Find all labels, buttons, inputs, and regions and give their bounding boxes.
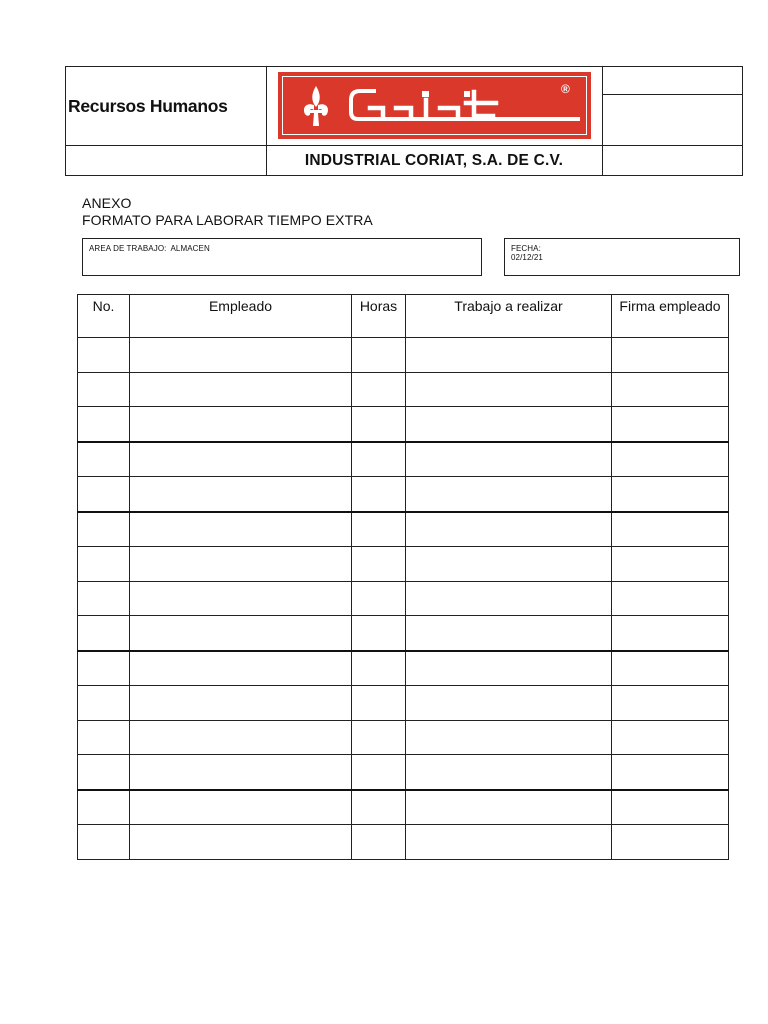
cell-number[interactable]	[78, 442, 130, 477]
cell-hours[interactable]	[352, 720, 406, 755]
annex-label: ANEXO	[82, 195, 132, 211]
cell-hours[interactable]	[352, 372, 406, 407]
cell-employee[interactable]	[130, 755, 352, 790]
form-header	[65, 66, 743, 176]
table-row	[78, 686, 729, 721]
cell-hours[interactable]	[352, 790, 406, 825]
cell-employee[interactable]	[130, 372, 352, 407]
cell-employee[interactable]	[130, 616, 352, 651]
cell-hours[interactable]	[352, 547, 406, 582]
department-title: Recursos Humanos	[68, 95, 228, 116]
cell-number[interactable]	[78, 581, 130, 616]
work-area-label: AREA DE TRABAJO:	[89, 244, 167, 253]
cell-signature[interactable]	[612, 372, 729, 407]
table-row	[78, 477, 729, 512]
cell-signature[interactable]	[612, 651, 729, 686]
table-row	[78, 547, 729, 582]
cell-signature[interactable]	[612, 407, 729, 442]
work-area-value: ALMACEN	[170, 244, 210, 253]
cell-signature[interactable]	[612, 477, 729, 512]
table-row	[78, 512, 729, 547]
cell-hours[interactable]	[352, 755, 406, 790]
date-label: FECHA:	[511, 244, 541, 253]
cell-employee[interactable]	[130, 651, 352, 686]
cell-employee[interactable]	[130, 338, 352, 373]
table-row	[78, 372, 729, 407]
cell-hours[interactable]	[352, 616, 406, 651]
cell-signature[interactable]	[612, 825, 729, 860]
cell-number[interactable]	[78, 407, 130, 442]
cell-employee[interactable]	[130, 686, 352, 721]
cell-work[interactable]	[406, 477, 612, 512]
company-name: INDUSTRIAL CORIAT, S.A. DE C.V.	[304, 151, 564, 169]
cell-employee[interactable]	[130, 790, 352, 825]
cell-signature[interactable]	[612, 338, 729, 373]
cell-work[interactable]	[406, 825, 612, 860]
col-header-number: No.	[78, 295, 130, 338]
cell-signature[interactable]	[612, 720, 729, 755]
cell-signature[interactable]	[612, 790, 729, 825]
date-value: 02/12/21	[511, 253, 543, 262]
cell-number[interactable]	[78, 477, 130, 512]
fleur-de-lis-icon	[278, 72, 591, 139]
work-area-field	[82, 238, 482, 276]
cell-signature[interactable]	[612, 616, 729, 651]
cell-signature[interactable]	[612, 755, 729, 790]
table-row	[78, 581, 729, 616]
cell-hours[interactable]	[352, 825, 406, 860]
cell-hours[interactable]	[352, 338, 406, 373]
form-intro	[82, 195, 373, 229]
table-row	[78, 755, 729, 790]
cell-work[interactable]	[406, 581, 612, 616]
col-header-employee: Empleado	[130, 295, 352, 338]
table-row	[78, 338, 729, 373]
cell-number[interactable]	[78, 547, 130, 582]
table-row	[78, 442, 729, 477]
cell-employee[interactable]	[130, 407, 352, 442]
registered-mark: ®	[561, 82, 570, 96]
cell-employee[interactable]	[130, 442, 352, 477]
cell-employee[interactable]	[130, 512, 352, 547]
cell-work[interactable]	[406, 512, 612, 547]
table-header-row	[78, 295, 729, 338]
col-header-signature: Firma empleado	[612, 295, 729, 338]
cell-employee[interactable]	[130, 581, 352, 616]
cell-hours[interactable]	[352, 651, 406, 686]
form-title: FORMATO PARA LABORAR TIEMPO EXTRA	[82, 212, 373, 228]
cell-number[interactable]	[78, 372, 130, 407]
cell-signature[interactable]	[612, 686, 729, 721]
cell-work[interactable]	[406, 407, 612, 442]
table-row	[78, 790, 729, 825]
table-row	[78, 616, 729, 651]
table-row	[78, 825, 729, 860]
cell-hours[interactable]	[352, 512, 406, 547]
cell-signature[interactable]	[612, 581, 729, 616]
cell-work[interactable]	[406, 442, 612, 477]
cell-signature[interactable]	[612, 512, 729, 547]
overtime-table	[77, 294, 729, 860]
cell-number[interactable]	[78, 616, 130, 651]
table-row	[78, 651, 729, 686]
table-row	[78, 407, 729, 442]
cell-employee[interactable]	[130, 720, 352, 755]
cell-work[interactable]	[406, 338, 612, 373]
date-field	[504, 238, 740, 276]
cell-number[interactable]	[78, 338, 130, 373]
cell-number[interactable]	[78, 825, 130, 860]
cell-work[interactable]	[406, 720, 612, 755]
cell-hours[interactable]	[352, 477, 406, 512]
cell-number[interactable]	[78, 720, 130, 755]
cell-work[interactable]	[406, 790, 612, 825]
cell-work[interactable]	[406, 547, 612, 582]
cell-work[interactable]	[406, 755, 612, 790]
cell-employee[interactable]	[130, 547, 352, 582]
cell-work[interactable]	[406, 372, 612, 407]
cell-hours[interactable]	[352, 407, 406, 442]
cell-number[interactable]	[78, 512, 130, 547]
cell-signature[interactable]	[612, 442, 729, 477]
cell-hours[interactable]	[352, 686, 406, 721]
cell-number[interactable]	[78, 651, 130, 686]
cell-signature[interactable]	[612, 547, 729, 582]
cell-employee[interactable]	[130, 477, 352, 512]
cell-employee[interactable]	[130, 825, 352, 860]
col-header-hours: Horas	[352, 295, 406, 338]
cell-hours[interactable]	[352, 581, 406, 616]
coriat-logo	[278, 72, 591, 139]
cell-work[interactable]	[406, 686, 612, 721]
cell-work[interactable]	[406, 616, 612, 651]
col-header-work: Trabajo a realizar	[406, 295, 612, 338]
cell-work[interactable]	[406, 651, 612, 686]
cell-number[interactable]	[78, 755, 130, 790]
cell-hours[interactable]	[352, 442, 406, 477]
cell-number[interactable]	[78, 790, 130, 825]
cell-number[interactable]	[78, 686, 130, 721]
table-row	[78, 720, 729, 755]
